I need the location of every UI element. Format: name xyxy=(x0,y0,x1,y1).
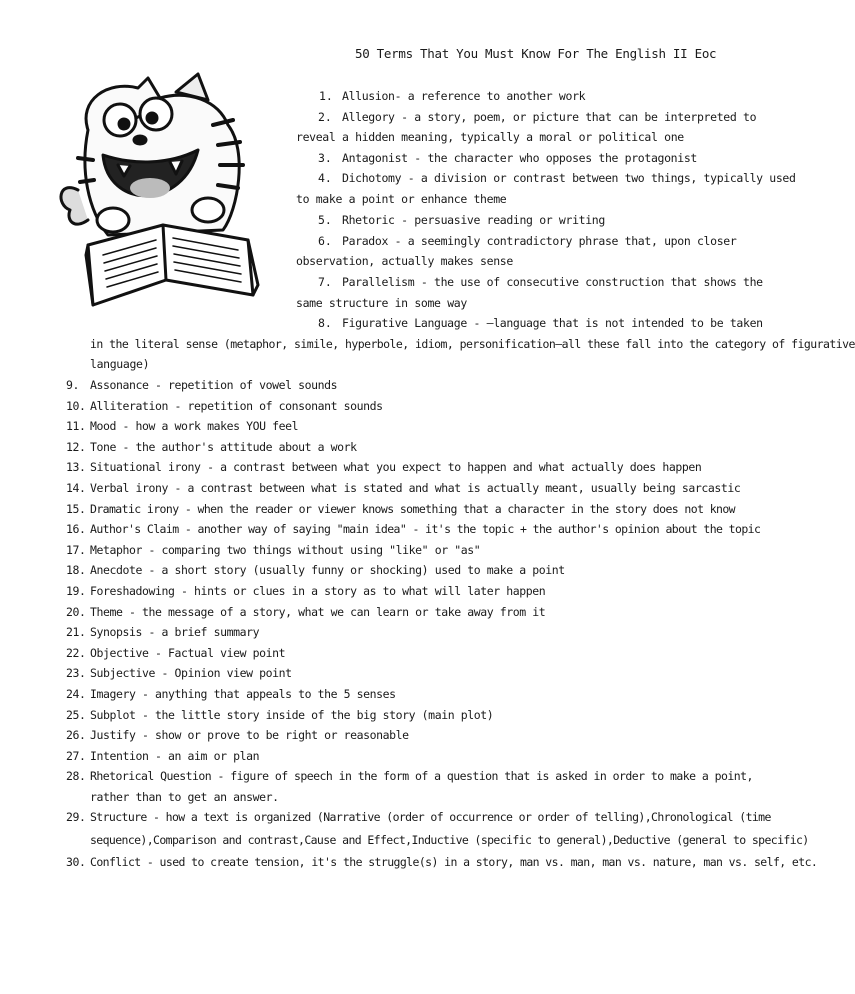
term-number: 2. xyxy=(318,110,332,124)
term-continuation: observation, actually makes sense xyxy=(296,254,513,268)
term-continuation: same structure in some way xyxy=(296,296,467,310)
cat-reading-book-icon xyxy=(48,70,286,315)
term-text: Objective - Factual view point xyxy=(90,645,286,660)
term-number: 11. xyxy=(66,419,86,434)
term-number: 30. xyxy=(66,855,86,870)
term-text: Allusion- a reference to another work xyxy=(342,89,586,103)
list-item xyxy=(66,396,746,417)
term-text: Paradox - a seemingly contradictory phrase that, upon closer xyxy=(342,234,737,248)
term-text: Structure - how a text is organized (Narrative (order of occurrence or order of telling),Chronological (time xyxy=(90,810,771,825)
term-number: 17. xyxy=(66,542,86,557)
list-item xyxy=(66,725,746,746)
term-number: 20. xyxy=(66,604,86,619)
list-item xyxy=(66,519,761,540)
terms-list xyxy=(66,375,818,873)
list-item xyxy=(66,705,746,726)
term-text: Subplot - the little story inside of the big story (main plot) xyxy=(90,707,494,722)
term-text: Assonance - repetition of vowel sounds xyxy=(90,378,338,392)
list-item xyxy=(66,416,746,437)
term-number: 18. xyxy=(66,563,86,578)
list-item xyxy=(66,852,818,873)
term-number: 15. xyxy=(66,501,86,516)
term-text: Imagery - anything that appeals to the 5 senses xyxy=(90,686,396,701)
term-text: Allegory - a story, poem, or picture that can be interpreted to xyxy=(342,110,757,124)
list-item xyxy=(66,622,746,643)
term-number: 21. xyxy=(66,625,86,640)
list-item xyxy=(66,602,746,623)
term-text: Figurative Language - –language that is not intended to be taken xyxy=(342,316,763,330)
list-item xyxy=(66,766,753,807)
term-text: Situational irony - a contrast between what you expect to happen and what actually does happen xyxy=(90,460,702,475)
term-text: Verbal irony - a contrast between what is stated and what is actually meant, usually being sarcastic xyxy=(90,480,741,495)
term-continuation: rather than to get an answer. xyxy=(90,789,279,804)
term-text: Rhetoric - persuasive reading or writing xyxy=(342,213,605,227)
term-continuation: in the literal sense (metaphor, simile, hyperbole, idiom, personification—all these fall into the category of figurative xyxy=(90,337,855,351)
term-text: Conflict - used to create tension, it's the struggle(s) in a story, man vs. man, man vs. nature, man vs. self, etc. xyxy=(90,855,818,870)
term-number: 7. xyxy=(318,275,332,289)
term-number: 14. xyxy=(66,480,86,495)
list-item xyxy=(66,457,746,478)
term-number: 12. xyxy=(66,439,86,454)
term-text: Theme - the message of a story, what we can learn or take away from it xyxy=(90,604,546,619)
term-text: Dichotomy - a division or contrast between two things, typically used xyxy=(342,171,796,185)
term-number: 4. xyxy=(318,171,332,185)
page-title: 50 Terms That You Must Know For The English II Eoc xyxy=(355,46,717,61)
term-text: Tone - the author's attitude about a work xyxy=(90,439,357,454)
term-continuation: sequence),Comparison and contrast,Cause and Effect,Inductive (specific to general),Deductive (general to specific) xyxy=(90,833,809,848)
list-item xyxy=(66,375,746,396)
list-item xyxy=(66,643,746,664)
list-item xyxy=(66,437,746,458)
term-number: 25. xyxy=(66,707,86,722)
term-continuation: language) xyxy=(90,357,150,371)
term-number: 10. xyxy=(66,398,86,413)
term-number: 3. xyxy=(318,151,332,165)
list-item xyxy=(66,746,746,767)
list-item xyxy=(66,581,746,602)
term-text: Author's Claim - another way of saying "main idea" - it's the topic + the author's opinion about the topic xyxy=(90,522,761,537)
term-continuation: to make a point or enhance theme xyxy=(296,192,507,206)
term-number: 1. xyxy=(319,89,333,103)
term-number: 16. xyxy=(66,522,86,537)
term-number: 8. xyxy=(318,316,332,330)
term-text: Mood - how a work makes YOU feel xyxy=(90,419,299,434)
list-item xyxy=(66,663,746,684)
term-number: 19. xyxy=(66,583,86,598)
term-number: 24. xyxy=(66,686,86,701)
term-text: Foreshadowing - hints or clues in a story as to what will later happen xyxy=(90,583,546,598)
term-number: 9. xyxy=(66,378,80,392)
term-number: 28. xyxy=(66,769,86,784)
term-number: 27. xyxy=(66,748,86,763)
list-item xyxy=(66,478,746,499)
list-item xyxy=(66,684,746,705)
term-number: 5. xyxy=(318,213,332,227)
term-number: 22. xyxy=(66,645,86,660)
term-number: 26. xyxy=(66,728,86,743)
term-number: 23. xyxy=(66,666,86,681)
term-number: 6. xyxy=(318,234,332,248)
term-text: Intention - an aim or plan xyxy=(90,748,260,763)
term-text: Synopsis - a brief summary xyxy=(90,625,260,640)
list-item xyxy=(66,560,746,581)
term-text: Dramatic irony - when the reader or viewer knows something that a character in the story does not know xyxy=(90,501,736,516)
term-number: 13. xyxy=(66,460,86,475)
term-text: Justify - show or prove to be right or reasonable xyxy=(90,728,409,743)
term-text: Alliteration - repetition of consonant sounds xyxy=(90,398,383,413)
term-text: Antagonist - the character who opposes the protagonist xyxy=(342,151,697,165)
term-number: 29. xyxy=(66,810,86,825)
term-text: Parallelism - the use of consecutive construction that shows the xyxy=(342,275,763,289)
list-item xyxy=(66,540,746,561)
term-text: Anecdote - a short story (usually funny or shocking) used to make a point xyxy=(90,563,565,578)
term-continuation: reveal a hidden meaning, typically a moral or political one xyxy=(296,130,684,144)
term-text: Subjective - Opinion view point xyxy=(90,666,292,681)
list-item xyxy=(66,807,809,852)
list-item xyxy=(66,499,746,520)
term-text: Rhetorical Question - figure of speech in the form of a question that is asked in order to make a point, xyxy=(90,769,753,784)
term-text: Metaphor - comparing two things without using "like" or "as" xyxy=(90,542,481,557)
